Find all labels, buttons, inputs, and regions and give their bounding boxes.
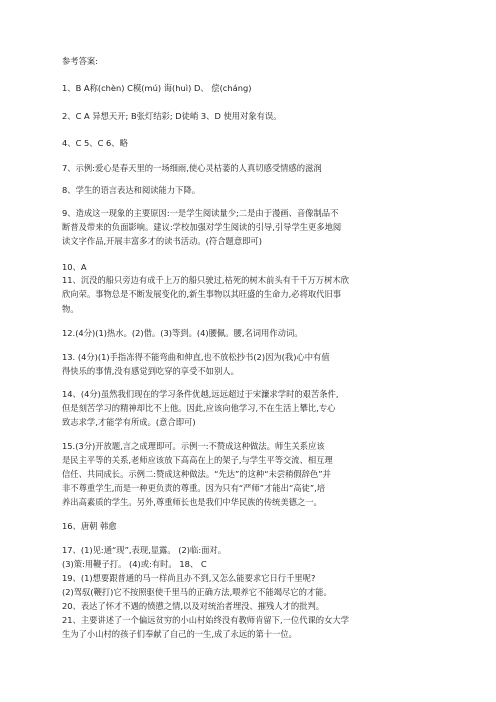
answer-line: 13. (4分)(1)手指冻得不能弯曲和伸直,也不放松抄书(2)因为(我)心中有值 — [62, 352, 330, 362]
answer-line: 断普及带来的负面影响。建议:学校加强对学生阅读的引导,引导学生更多地阅 — [62, 222, 342, 232]
answer-line: 生为了小山村的孩子们奉献了自己的一生,成了永远的第十一位。 — [62, 629, 297, 639]
answer-line: 欣向荣。事物总是不断发展变化的,新生事物以其旺盛的生命力,必将取代旧事 — [62, 289, 342, 299]
answer-line: 17、(1)见:通“现”,表现,显露。 (2)临:面对。 — [62, 545, 227, 555]
answer-line: 20、表达了怀才不遇的愤懑之情,以及对统治者埋没、摧残人才的批判。 — [62, 601, 325, 611]
answer-line: 9、造成这一现象的主要原因:一是学生阅读量少;二是由于漫画、音像制品不 — [62, 208, 339, 218]
answer-line: 得快乐的事情,没有感觉到吃穿的享受不如别人。 — [62, 366, 239, 376]
answer-line: 1、B A称(chèn) C模(mú) 诲(huì) D、 偿(cháng) — [62, 83, 252, 93]
answer-line: 11、沉没的船只旁边有成千上万的船只驶过,枯死的树木前头有千千万万树木欣 — [62, 275, 349, 285]
answer-line: 致志求学,才能学有所成。(意合即可) — [62, 417, 196, 427]
answer-line: 4、C 5、C 6、略 — [62, 138, 128, 148]
answer-line: 养出高素质的学生。另外,尊重师长也是我们中华民族的传统美德之一。 — [62, 497, 322, 507]
answer-line: 7、示例:爱心是春天里的一场细雨,使心灵枯萎的人真切感受情感的滋润 — [62, 163, 322, 173]
answer-line: 19、(1)想要跟普通的马一样尚且办不到,又怎么能要求它日行千里呢? — [62, 573, 316, 583]
answer-line: 读文字作品,开展丰富多才的读书活动。(符合题意即可) — [62, 236, 262, 246]
answer-line: 2、C A 异想天开; B张灯结彩; D徒峭 3、D 使用对象有误。 — [62, 111, 282, 121]
answer-line: 8、学生的语言表达和阅读能力下降。 — [62, 185, 201, 195]
answer-line: 12.(4分)(1)热水。(2)借。(3)等到。(4)腰佩。腰,名词用作动词。 — [62, 328, 303, 338]
answer-line: 但是刻苦学习的精神却比不上他。因此,应该向他学习,不在生活上攀比,专心 — [62, 403, 336, 413]
answer-line: 15.(3分)开放题,言之成理即可。示例一:不赞成这种做法。师生关系应该 — [62, 441, 325, 451]
answer-line: 14、(4分)虽然我们现在的学习条件优越,远远超过于宋濂求学时的艰苦条件, — [62, 389, 339, 399]
answer-line: 信任、共同成长。示例二:赞成这种做法。“先达”的这种“未尝稍假辞色”并 — [62, 469, 331, 479]
answer-line: 16、唐朝 韩愈 — [62, 521, 117, 531]
answer-line: 10、A — [62, 262, 87, 272]
answer-line: (3)策:用鞭子打。 (4)或:有时。 18、 C — [62, 559, 207, 569]
answer-line: 非不尊重学生,而是一种更负责的尊重。因为只有“严师”才能出“高徒”,培 — [62, 483, 326, 493]
answer-line: (2)驾驭(鞭打)它不按照驱使千里马的正确方法,喂养它不能竭尽它的才能。 — [62, 587, 332, 597]
answer-line: 是民主平等的关系,老师应该放下高高在上的架子,与学生平等交流、相互理 — [62, 455, 333, 465]
answer-line: 物。 — [62, 304, 79, 314]
answers-heading: 参考答案: — [62, 56, 98, 66]
answer-line: 21、主要讲述了一个偏远贫穷的小山村始终没有教师肯留下,一位代课的女大学 — [62, 615, 349, 625]
